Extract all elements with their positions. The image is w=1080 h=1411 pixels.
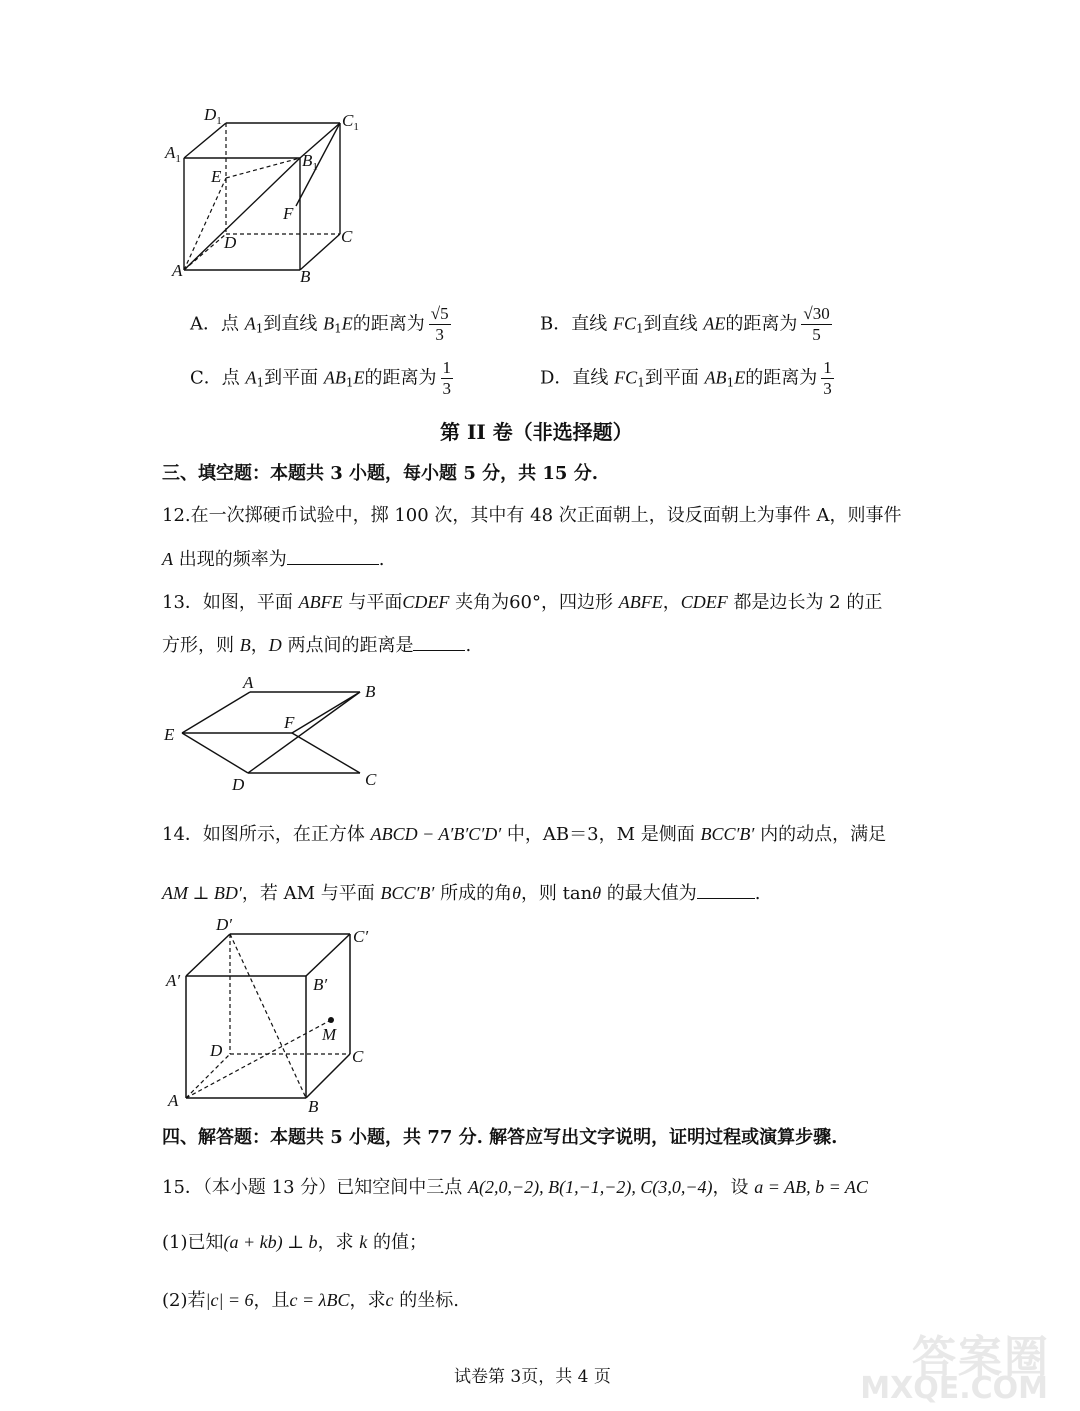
label-B: B — [308, 1097, 319, 1116]
section-title: 第 II 卷（非选择题） — [440, 420, 633, 444]
label-D: D — [224, 233, 237, 252]
option-a: A．点 $A_1$到直线 $B_1E$的距离为 $\frac{√5}{3}$ — [190, 304, 449, 344]
label-E: E — [211, 167, 222, 186]
label-B1: $B_1$ — [302, 151, 318, 173]
label-F: F — [283, 204, 294, 223]
label-C: C — [341, 227, 353, 246]
label-D1: $D_1$ — [204, 105, 222, 127]
label-C1: $C_1$ — [342, 111, 359, 133]
section3-header: 三、填空题：本题共 3 小题，每小题 5 分，共 15 分. — [162, 463, 598, 484]
label-A: A — [168, 1091, 179, 1110]
label-Bp: B′ — [313, 975, 328, 994]
q13-line2: 方形，则 B，D 两点间的距离是 . — [162, 632, 471, 658]
label-A: A — [172, 261, 183, 280]
q14-line1: 14．如图所示，在正方体 ABCD − A′B′C′D′ 中，AB＝3，M 是侧面 BCC′B′ 内的动点，满足 — [162, 824, 887, 845]
figure-planes — [160, 670, 400, 800]
q12-line2: A 出现的频率为 . — [162, 546, 384, 572]
label-F: F — [284, 713, 295, 732]
figure-cube-2 — [160, 910, 390, 1120]
label-Dp: D′ — [216, 915, 232, 934]
point-M — [328, 1017, 334, 1023]
label-M: M — [322, 1025, 337, 1044]
page-footer: 试卷第 3页，共 4 页 — [454, 1367, 611, 1387]
q14-line2: AM ⊥ BD′，若 AM 与平面 BCC′B′ 所成的角θ，则 tanθ 的最大值为 . — [162, 880, 761, 906]
label-Cp: C′ — [353, 927, 369, 946]
watermark-logo: 答案圈 MXQE.COM — [860, 1332, 1050, 1406]
label-E: E — [164, 725, 175, 744]
figure-cube-1 — [160, 100, 380, 290]
label-B: B — [365, 682, 376, 701]
label-D: D — [232, 775, 245, 794]
option-b: B．直线 $FC_1$到直线 AE的距离为 $\frac{√30}{5}$ — [540, 304, 830, 344]
q15-line1: 15．（本小题 13 分）已知空间中三点 A(2,0,−2), B(1,−1,−2), C(3,0,−4)，设 a = AB, b = AC — [162, 1177, 868, 1198]
label-A: A — [243, 673, 254, 692]
q15-part2: (2)若|c| = 6，且c = λBC，求c 的坐标. — [162, 1290, 459, 1311]
label-B: B — [300, 267, 311, 286]
q13-line1: 13．如图，平面 ABFE 与平面CDEF 夹角为60°，四边形 ABFE，CDEF 都是边长为 2 的正 — [162, 592, 883, 613]
label-D: D — [210, 1041, 223, 1060]
option-c: C．点 $A_1$到平面 $AB_1E$的距离为 $\frac{1}{3}$ — [190, 358, 452, 398]
section4-header: 四、解答题：本题共 5 小题，共 77 分. 解答应写出文字说明，证明过程或演算步骤. — [162, 1127, 838, 1148]
label-A1: $A_1$ — [165, 143, 181, 165]
q12-line1: 12.在一次掷硬币试验中，掷 100 次，其中有 48 次正面朝上，设反面朝上为事件 A，则事件 — [162, 505, 902, 526]
option-d: D．直线 $FC_1$到平面 $AB_1E$的距离为 $\frac{1}{3}$ — [540, 358, 832, 398]
q15-part1: (1)已知(a + kb) ⊥ b，求 k 的值； — [162, 1232, 428, 1253]
label-Ap: A′ — [166, 971, 181, 990]
label-C: C — [365, 770, 377, 789]
label-C: C — [352, 1047, 364, 1066]
